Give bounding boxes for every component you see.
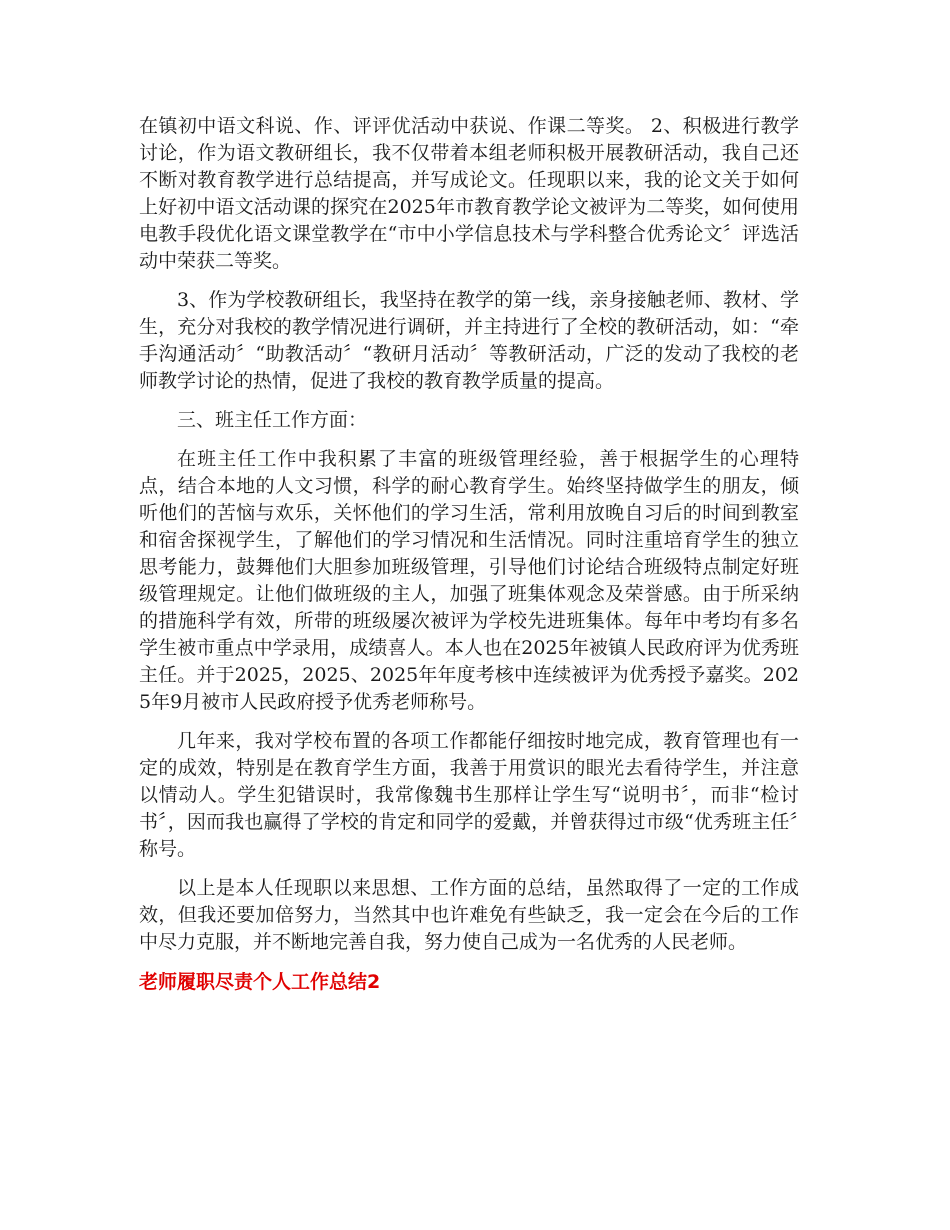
document-body (139, 113, 799, 1008)
next-section-title: 老师履职尽责个人工作总结2 (139, 971, 381, 993)
paragraph-teaching-research-leader: 3、作为学校教研组长，我坚持在教学的第一线，亲身接触老师、教材、学生，充分对我校的教学情况进行调研，并主持进行了全校的教研活动，如：“牵手沟通活动〞“助教活动〞“教研月活动〞等教研活动，广泛的发动了我校的老师教学讨论的热情，促进了我校的教育教学质量的提高。 (139, 289, 799, 392)
section-heading-class-teacher: 三、班主任工作方面： (177, 409, 368, 431)
paragraph-class-management: 在班主任工作中我积累了丰富的班级管理经验，善于根据学生的心理特点，结合本地的人文习惯，科学的耐心教育学生。始终坚持做学生的朋友，倾听他们的苦恼与欢乐，关怀他们的学习生活，常利用放晚自习后的时间到教室和宿舍探视学生，了解他们的学习情况和生活情况。同时注重培育学生的独立思考能力，鼓舞他们大胆参加班级管理，引导他们讨论结合班级特点制定好班级管理规定。让他们做班级的主人，加强了班集体观念及荣誉感。由于所采纳的措施科学有效，所带的班级屡次被评为学校先进班集体。每年中考均有多名学生被市重点中学录用，成绩喜人。本人也在2025年被镇人民政府评为优秀班主任。并于2025，2025、2025年年度考核中连续被评为优秀授予嘉奖。2025年9月被市人民政府授予优秀老师称号。 (139, 448, 799, 713)
paragraph-years-summary: 几年来，我对学校布置的各项工作都能仔细按时地完成，教育管理也有一定的成效，特别是在教育学生方面，我善于用赏识的眼光去看待学生，并注意以情动人。学生犯错误时，我常像魏书生那样让学生写“说明书〞，而非“检讨书〞，因而我也赢得了学校的肯定和同学的爱戴，并曾获得过市级“优秀班主任〞称号。 (139, 730, 799, 860)
paragraph-awards-and-research: 在镇初中语文科说、作、评评优活动中获说、作课二等奖。 2、积极进行教学讨论，作为语文教研组长，我不仅带着本组老师积极开展教研活动，我自己还不断对教育教学进行总结提高，并写成论文。任现职以来，我的论文关于如何上好初中语文活动课的探究在2025年市教育教学论文被评为二等奖，如何使用电教手段优化语文课堂教学在“市中小学信息技术与学科整合优秀论文〞评选活动中荣获二等奖。 (139, 115, 799, 272)
paragraph-conclusion: 以上是本人任现职以来思想、工作方面的总结，虽然取得了一定的工作成效，但我还要加倍努力，当然其中也许难免有些缺乏，我一定会在今后的工作中尽力克服，并不断地完善自我，努力使自己成为一名优秀的人民老师。 (139, 877, 799, 953)
